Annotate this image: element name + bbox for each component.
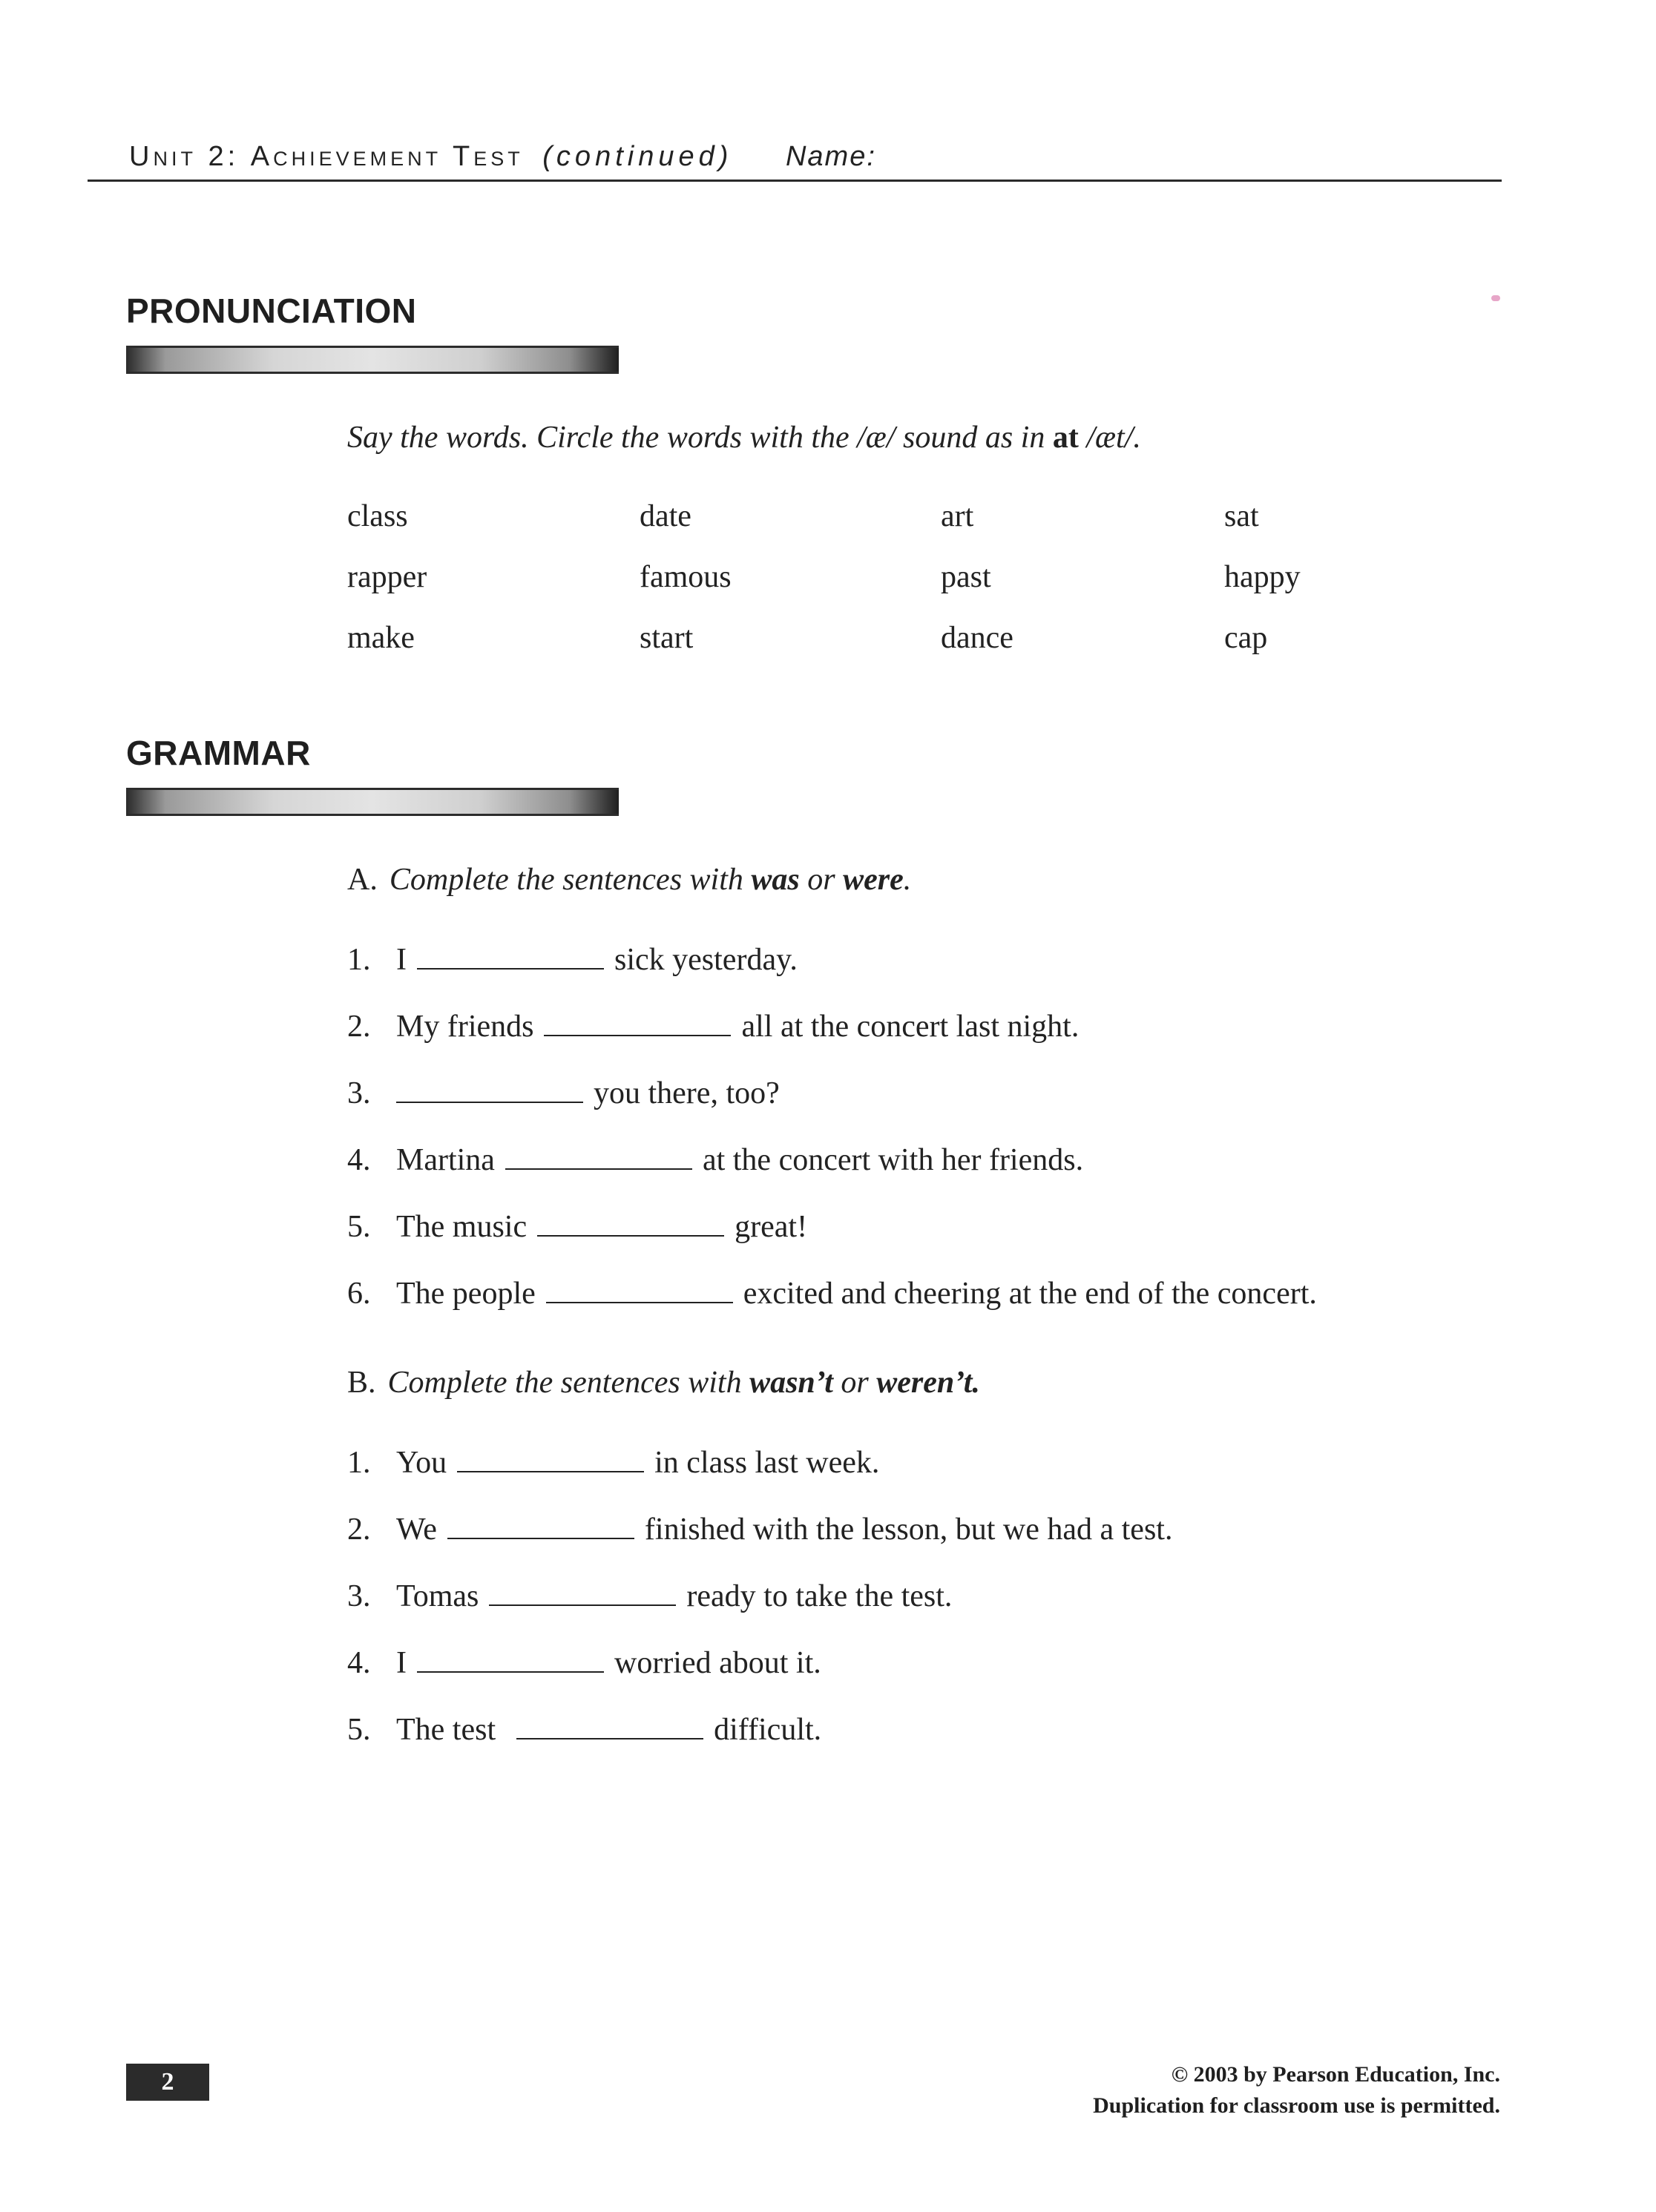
item-number: 1. bbox=[347, 1446, 371, 1480]
item-text-before: We bbox=[396, 1512, 437, 1547]
header-rule bbox=[88, 180, 1502, 182]
word-item: sat bbox=[1224, 499, 1259, 533]
item-text-before: I bbox=[396, 943, 407, 977]
item-text-after: you there, too? bbox=[594, 1076, 780, 1110]
item-number: 5. bbox=[347, 1713, 371, 1747]
grammar-bar bbox=[126, 788, 619, 816]
item-text-before: I bbox=[396, 1646, 407, 1680]
part-a-letter: A. bbox=[347, 863, 378, 897]
answer-blank[interactable] bbox=[447, 1515, 634, 1539]
word-item: past bbox=[941, 560, 991, 594]
item-text-after: all at the concert last night. bbox=[741, 1010, 1080, 1044]
header-test: Achievement Test bbox=[250, 141, 524, 172]
word-item: date bbox=[640, 499, 691, 533]
part-b-letter: B. bbox=[347, 1366, 376, 1400]
header-continued: (continued) bbox=[542, 141, 733, 172]
part-a-instruction bbox=[347, 862, 911, 898]
item-number: 1. bbox=[347, 943, 371, 977]
part-b-word-wasnt: wasn’t bbox=[749, 1366, 833, 1400]
item-text-after: excited and cheering at the end of the concert. bbox=[743, 1277, 1317, 1311]
exercise-item bbox=[347, 1276, 1505, 1343]
pronunciation-instruction-ipa: /æt/. bbox=[1078, 421, 1141, 455]
exercise-item bbox=[347, 1512, 1505, 1579]
running-header bbox=[129, 141, 1502, 173]
copyright-notice bbox=[1093, 2059, 1500, 2122]
answer-blank[interactable] bbox=[457, 1449, 644, 1472]
pronunciation-example-word: at bbox=[1052, 421, 1079, 455]
item-text-after: difficult. bbox=[714, 1713, 822, 1747]
item-text-before: Martina bbox=[396, 1143, 495, 1177]
item-text-before: The people bbox=[396, 1277, 536, 1311]
answer-blank[interactable] bbox=[544, 1013, 731, 1036]
item-number: 2. bbox=[347, 1010, 371, 1044]
answer-blank[interactable] bbox=[417, 946, 604, 970]
part-a-items bbox=[347, 942, 1505, 1343]
part-a-instruction-text: Complete the sentences with bbox=[389, 863, 752, 897]
word-item: dance bbox=[941, 621, 1013, 655]
page-number: 2 bbox=[126, 2064, 209, 2101]
answer-blank[interactable] bbox=[489, 1582, 676, 1606]
word-item: rapper bbox=[347, 560, 427, 594]
word-item: happy bbox=[1224, 560, 1301, 594]
exercise-item bbox=[347, 1009, 1505, 1076]
item-number: 3. bbox=[347, 1076, 371, 1110]
item-text-after: at the concert with her friends. bbox=[702, 1143, 1084, 1177]
grammar-title: GRAMMAR bbox=[126, 734, 311, 772]
item-number: 2. bbox=[347, 1512, 371, 1547]
name-label: Name: bbox=[785, 141, 876, 172]
item-text-before: The test bbox=[396, 1713, 496, 1747]
pronunciation-instruction-text: Say the words. Circle the words with the /æ/ sound as in bbox=[347, 421, 1053, 455]
item-number: 4. bbox=[347, 1646, 371, 1680]
word-item: famous bbox=[640, 560, 732, 594]
part-b-instruction-end: . bbox=[972, 1366, 980, 1400]
item-text-before: Tomas bbox=[396, 1579, 479, 1613]
part-b-word-werent: weren’t bbox=[876, 1366, 973, 1400]
answer-blank[interactable] bbox=[537, 1213, 724, 1237]
item-text-after: worried about it. bbox=[614, 1646, 821, 1680]
item-text-after: sick yesterday. bbox=[614, 943, 798, 977]
part-a-word-were: were bbox=[843, 863, 904, 897]
item-text-after: great! bbox=[735, 1210, 808, 1244]
word-row bbox=[347, 620, 1401, 681]
part-a-instruction-or: or bbox=[799, 863, 844, 897]
item-number: 3. bbox=[347, 1579, 371, 1613]
exercise-item bbox=[347, 1209, 1505, 1276]
exercise-item bbox=[347, 1142, 1505, 1209]
answer-blank[interactable] bbox=[417, 1649, 604, 1673]
item-text-after: ready to take the test. bbox=[686, 1579, 953, 1613]
word-item: cap bbox=[1224, 621, 1268, 655]
exercise-item bbox=[347, 1645, 1505, 1712]
word-item: class bbox=[347, 499, 408, 533]
part-a-word-was: was bbox=[751, 863, 800, 897]
stray-mark bbox=[1491, 295, 1500, 301]
header-unit: Unit 2: bbox=[129, 141, 240, 172]
pronunciation-title: PRONUNCIATION bbox=[126, 292, 417, 330]
duplication-line: Duplication for classroom use is permitted. bbox=[1093, 2093, 1500, 2118]
part-b-instruction-or: or bbox=[832, 1366, 877, 1400]
item-text-before: The music bbox=[396, 1210, 528, 1244]
part-b-instruction-text: Complete the sentences with bbox=[387, 1366, 750, 1400]
exercise-item bbox=[347, 942, 1505, 1009]
answer-blank[interactable] bbox=[546, 1280, 733, 1303]
exercise-item bbox=[347, 1712, 1505, 1779]
word-item: art bbox=[941, 499, 974, 533]
item-text-after: finished with the lesson, but we had a test. bbox=[644, 1512, 1173, 1547]
item-text-after: in class last week. bbox=[654, 1446, 880, 1480]
word-grid bbox=[347, 498, 1401, 681]
item-text-before: My friends bbox=[396, 1010, 534, 1044]
item-number: 5. bbox=[347, 1210, 371, 1244]
exercise-item bbox=[347, 1076, 1505, 1142]
copyright-line: © 2003 by Pearson Education, Inc. bbox=[1171, 2062, 1500, 2087]
answer-blank[interactable] bbox=[396, 1079, 583, 1103]
word-row bbox=[347, 498, 1401, 559]
pronunciation-instruction bbox=[347, 420, 1141, 455]
exercise-item bbox=[347, 1579, 1505, 1645]
word-row bbox=[347, 559, 1401, 620]
item-number: 4. bbox=[347, 1143, 371, 1177]
word-item: start bbox=[640, 621, 694, 655]
pronunciation-bar bbox=[126, 346, 619, 374]
part-a-instruction-end: . bbox=[903, 863, 912, 897]
answer-blank[interactable] bbox=[505, 1146, 692, 1170]
item-number: 6. bbox=[347, 1277, 371, 1311]
answer-blank[interactable] bbox=[516, 1716, 703, 1739]
part-b-items bbox=[347, 1445, 1505, 1779]
part-b-instruction bbox=[347, 1365, 980, 1400]
item-text-before: You bbox=[396, 1446, 447, 1480]
exercise-item bbox=[347, 1445, 1505, 1512]
word-item: make bbox=[347, 621, 415, 655]
